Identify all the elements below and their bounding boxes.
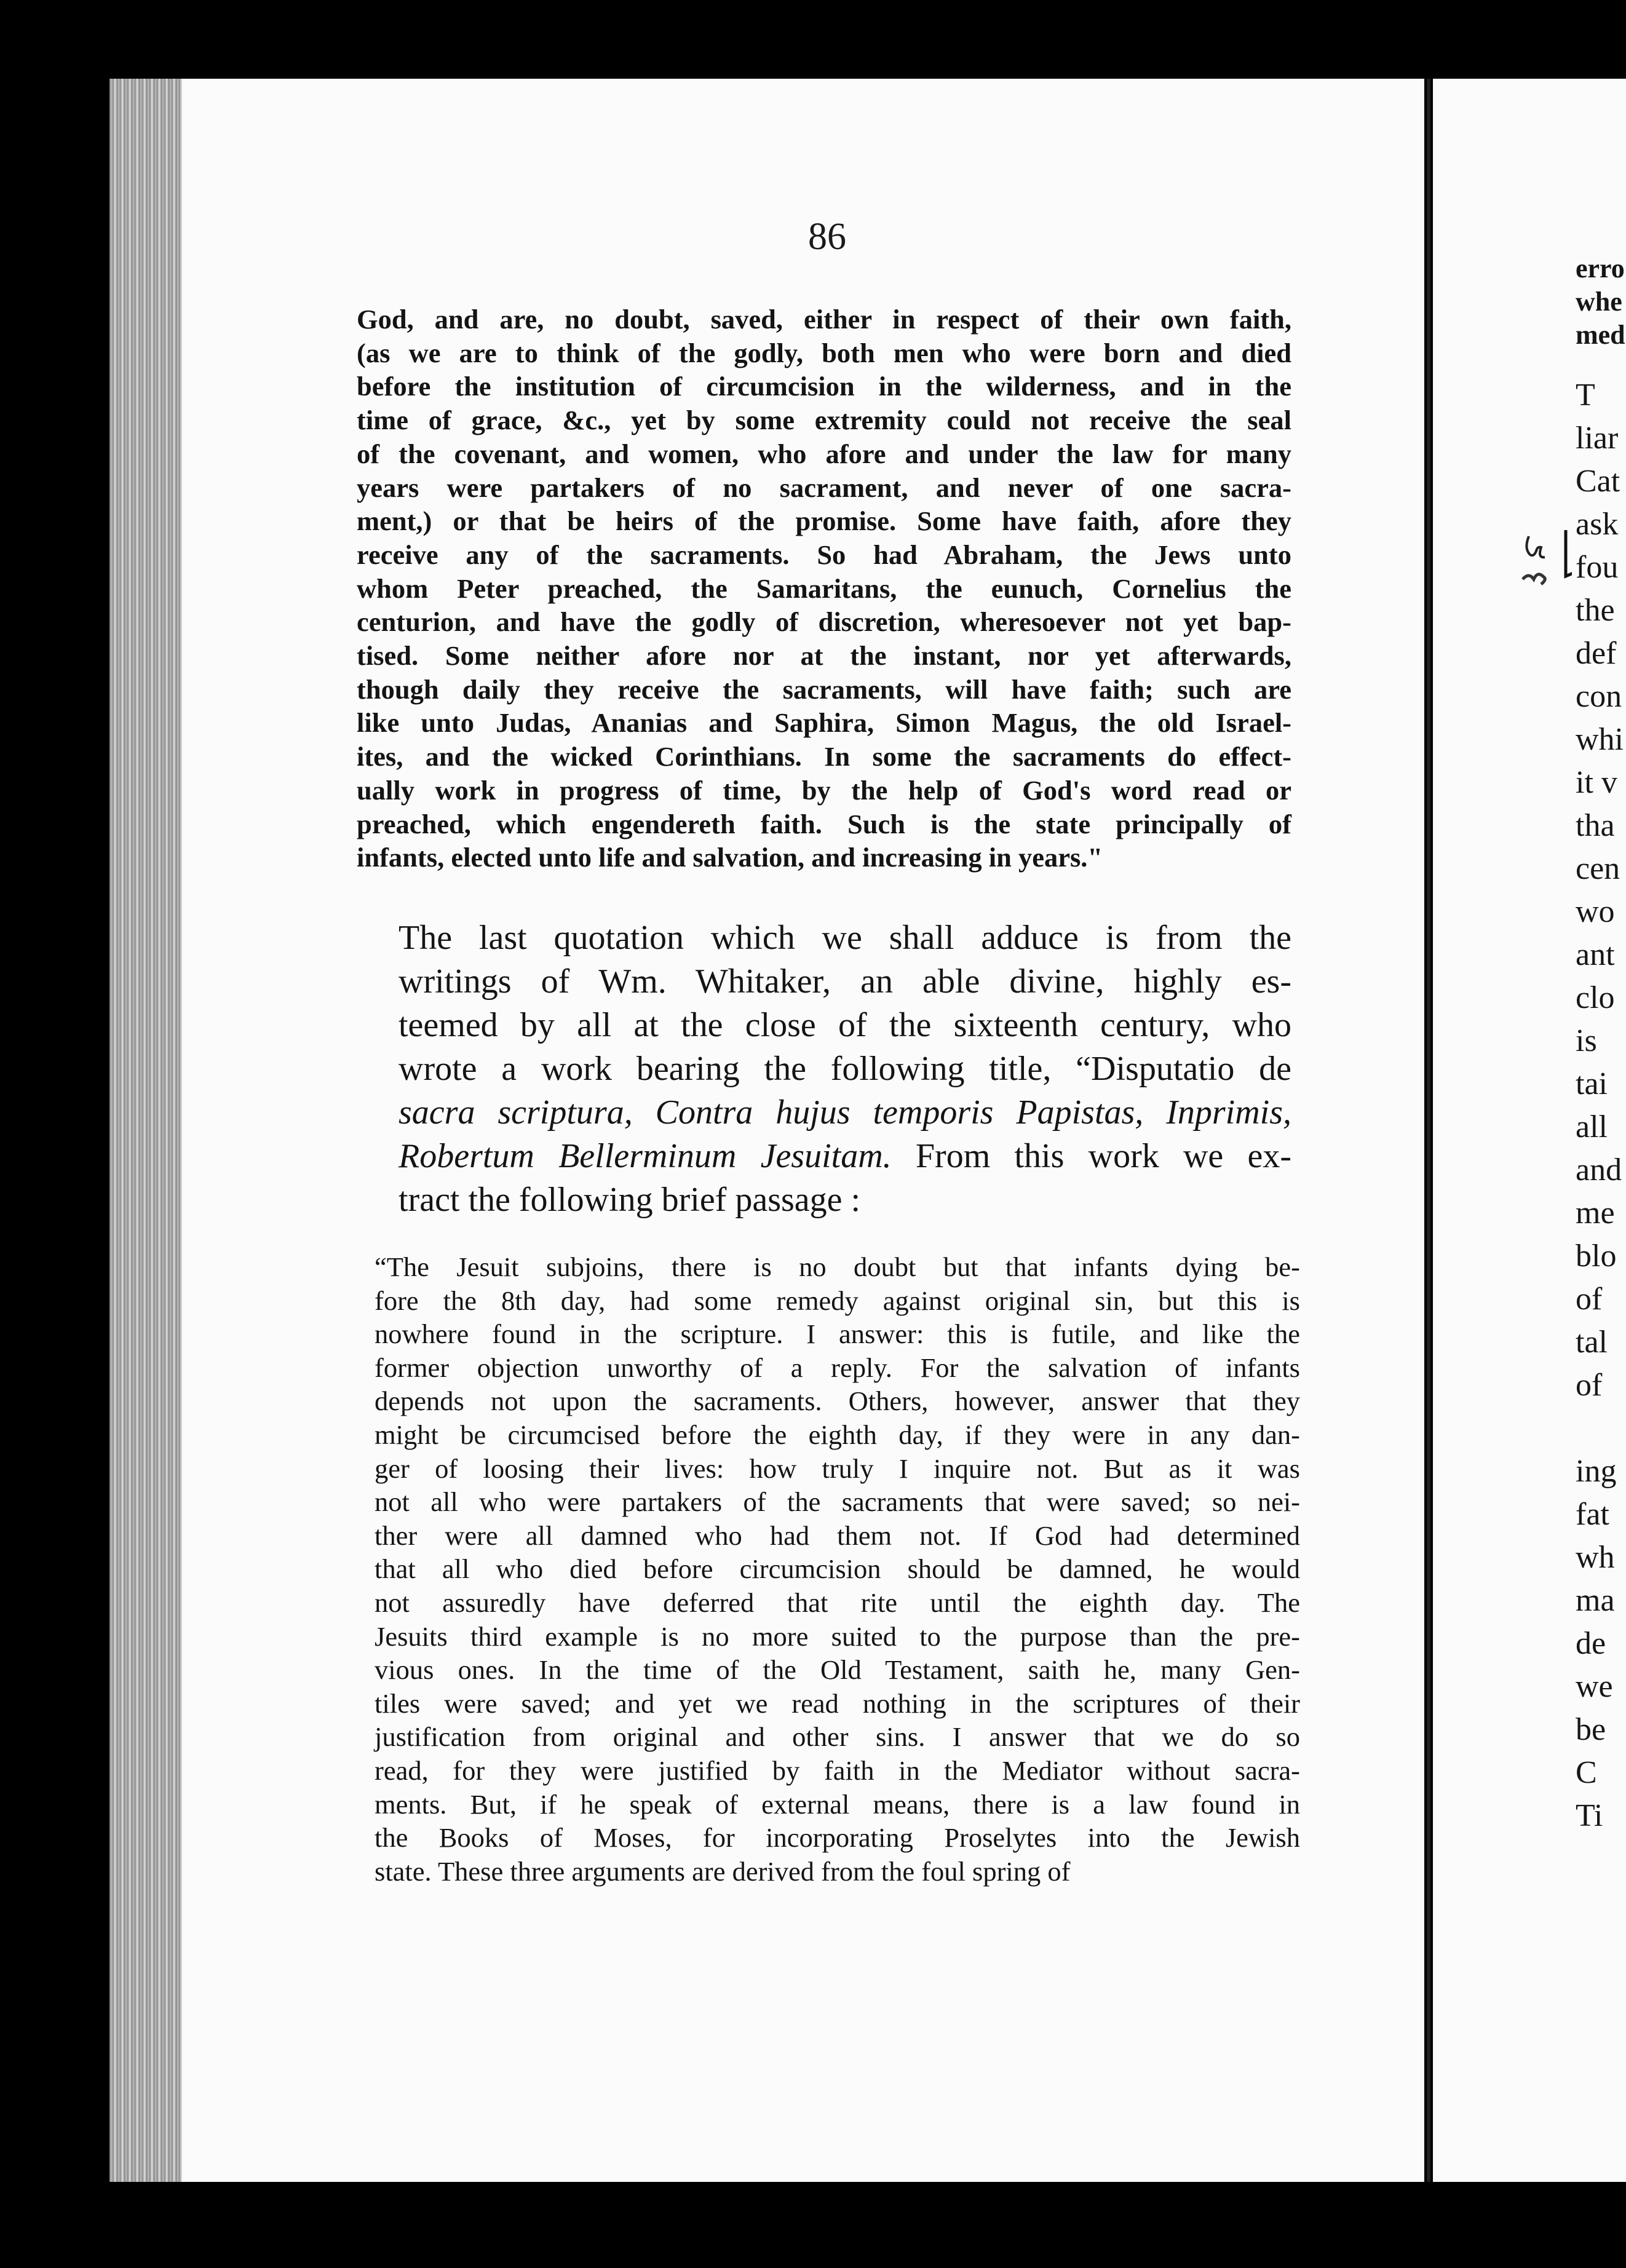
- quote-top-line: time of grace, &c., yet by some extremity could not receive the seal: [357, 405, 1291, 436]
- right-fragment: liar: [1576, 421, 1619, 456]
- page-edge-shading: [109, 79, 182, 2182]
- right-fragment: whe: [1576, 287, 1622, 317]
- quote-top-line: years were partakers of no sacrament, and never of one sacra-: [357, 472, 1291, 503]
- quote-bottom-line: justification from original and other sins. I answer that we do so: [375, 1721, 1300, 1753]
- right-fragment: [1576, 1407, 1626, 1450]
- handwritten-annotation-icon: [1504, 524, 1572, 622]
- quote-bottom-line: nowhere found in the scripture. I answer: this is futile, and like the: [375, 1318, 1300, 1350]
- main-line: [399, 1135, 1291, 1178]
- right-fragment: tha: [1576, 808, 1615, 843]
- main-line-rest: From this work we ex-: [891, 1137, 1292, 1175]
- quote-bottom-line: tiles were saved; and yet we read nothing in the scriptures of their: [375, 1687, 1300, 1719]
- right-fragment: of: [1576, 1282, 1603, 1317]
- quote-bottom-line: ther were all damned who had them not. If God had determined: [375, 1520, 1300, 1551]
- quote-bottom-line: that all who died before circumcision should be damned, he would: [375, 1553, 1300, 1585]
- right-fragment: med: [1576, 320, 1625, 350]
- right-fragment: the: [1576, 593, 1615, 628]
- right-fragment: clo: [1576, 980, 1615, 1015]
- quote-bottom-line: fore the 8th day, had some remedy against original sin, but this is: [375, 1285, 1300, 1316]
- quote-top-line: tised. Some neither afore nor at the instant, nor yet afterwards,: [357, 640, 1291, 672]
- main-line-italic: sacra scriptura, Contra hujus temporis Papistas, Inprimis,: [399, 1093, 1291, 1132]
- main-paragraph: [399, 916, 1291, 1222]
- quote-bottom-line: former objection unworthy of a reply. For the salvation of infants: [375, 1352, 1300, 1383]
- right-fragment: it v: [1576, 765, 1617, 800]
- quote-bottom-line: state. These three arguments are derived from the foul spring of: [375, 1855, 1071, 1887]
- right-fragment: be: [1576, 1712, 1606, 1747]
- quote-bottom-line: ments. But, if he speak of external means, there is a law found in: [375, 1788, 1300, 1820]
- quote-top-line: ites, and the wicked Corinthians. In some the sacraments do effect-: [357, 741, 1291, 772]
- quote-bottom-line: the Books of Moses, for incorporating Proselytes into the Jewish: [375, 1822, 1300, 1854]
- quote-top-line: (as we are to think of the godly, both men who were born and died: [357, 337, 1291, 368]
- quote-top-line: before the institution of circumcision in the wilderness, and in the: [357, 371, 1291, 402]
- quote-top-line: centurion, and have the godly of discretion, wheresoever not yet bap-: [357, 606, 1291, 638]
- quote-top-line: of the covenant, and women, who afore and under the law for many: [357, 438, 1291, 469]
- right-fragment: is: [1576, 1023, 1597, 1058]
- right-fragment: def: [1576, 636, 1617, 671]
- right-fragment: tal: [1576, 1325, 1608, 1360]
- right-page-text: [1576, 252, 1626, 1838]
- quote-bottom-line: vious ones. In the time of the Old Testament, saith he, many Gen-: [375, 1654, 1300, 1686]
- quote-bottom-line: depends not upon the sacraments. Others, however, answer that they: [375, 1386, 1300, 1417]
- right-fragment: T: [1576, 378, 1595, 413]
- right-fragment: C: [1576, 1755, 1597, 1790]
- right-fragment-gap: [1576, 352, 1626, 374]
- right-fragment: we: [1576, 1669, 1613, 1704]
- right-fragment: of: [1576, 1368, 1603, 1403]
- quote-top-line: preached, which engendereth faith. Such is the state principally of: [357, 808, 1291, 839]
- right-fragment: tai: [1576, 1066, 1608, 1101]
- right-fragment: ask: [1576, 507, 1619, 542]
- right-fragment: cen: [1576, 851, 1620, 886]
- right-fragment: ma: [1576, 1583, 1615, 1618]
- gutter-line: [1427, 79, 1430, 2182]
- title-italic: Robertum Bellerminum Jesuitam.: [399, 1137, 892, 1175]
- main-line: writings of Wm. Whitaker, an able divine, highly es-: [399, 962, 1291, 1001]
- main-line: tract the following brief passage :: [399, 1181, 861, 1219]
- main-line: wrote a work bearing the following title, “Disputatio de: [399, 1050, 1291, 1088]
- quote-top-line: though daily they receive the sacraments, will have faith; such are: [357, 673, 1291, 705]
- quote-top-line: whom Peter preached, the Samaritans, the eunuch, Cornelius the: [357, 573, 1291, 604]
- right-fragment: Ti: [1576, 1798, 1603, 1833]
- page-number: 86: [808, 216, 846, 258]
- right-fragment: Cat: [1576, 464, 1620, 499]
- right-fragment: de: [1576, 1626, 1606, 1661]
- quote-bottom-line: read, for they were justified by faith in the Mediator without sacra-: [375, 1755, 1300, 1786]
- right-fragment: me: [1576, 1195, 1615, 1231]
- quote-bottom-line: not all who were partakers of the sacraments that were saved; so nei-: [375, 1486, 1300, 1518]
- quote-top-line: ually work in progress of time, by the help of God's word read or: [357, 774, 1291, 806]
- quote-bottom-line: “The Jesuit subjoins, there is no doubt but that infants dying be-: [375, 1251, 1300, 1282]
- quote-bottom: [375, 1250, 1300, 1888]
- quote-top-line: like unto Judas, Ananias and Saphira, Simon Magus, the old Israel-: [357, 707, 1291, 739]
- right-fragment: con: [1576, 679, 1622, 714]
- quote-bottom-line: not assuredly have deferred that rite until the eighth day. The: [375, 1587, 1300, 1618]
- quote-top-line: God, and are, no doubt, saved, either in respect of their own faith,: [357, 304, 1291, 335]
- right-fragment: ing: [1576, 1454, 1617, 1489]
- right-fragment: wo: [1576, 894, 1615, 929]
- quote-top-line: receive any of the sacraments. So had Abraham, the Jews unto: [357, 539, 1291, 570]
- main-line: The last quotation which we shall adduce is from the: [399, 919, 1291, 957]
- right-fragment: ant: [1576, 937, 1615, 972]
- quote-top-line: infants, elected unto life and salvation, and increasing in years.": [357, 842, 1103, 873]
- right-fragment: erro: [1576, 253, 1625, 284]
- right-fragment: fou: [1576, 550, 1619, 585]
- quote-bottom-line: Jesuits third example is no more suited to the purpose than the pre-: [375, 1620, 1300, 1652]
- right-fragment: blo: [1576, 1239, 1617, 1274]
- main-line: teemed by all at the close of the sixteenth century, who: [399, 1006, 1291, 1044]
- right-fragment: wh: [1576, 1540, 1615, 1575]
- quote-bottom-line: might be circumcised before the eighth day, if they were in any dan-: [375, 1419, 1300, 1450]
- right-fragment: all: [1576, 1109, 1608, 1144]
- quote-bottom-line: ger of loosing their lives: how truly I inquire not. But as it was: [375, 1453, 1300, 1484]
- right-fragment: fat: [1576, 1497, 1609, 1532]
- quote-top-line: ment,) or that be heirs of the promise. Some have faith, afore they: [357, 506, 1291, 537]
- right-fragment: and: [1576, 1152, 1622, 1188]
- quote-top: [357, 303, 1291, 874]
- right-fragment: whi: [1576, 722, 1624, 757]
